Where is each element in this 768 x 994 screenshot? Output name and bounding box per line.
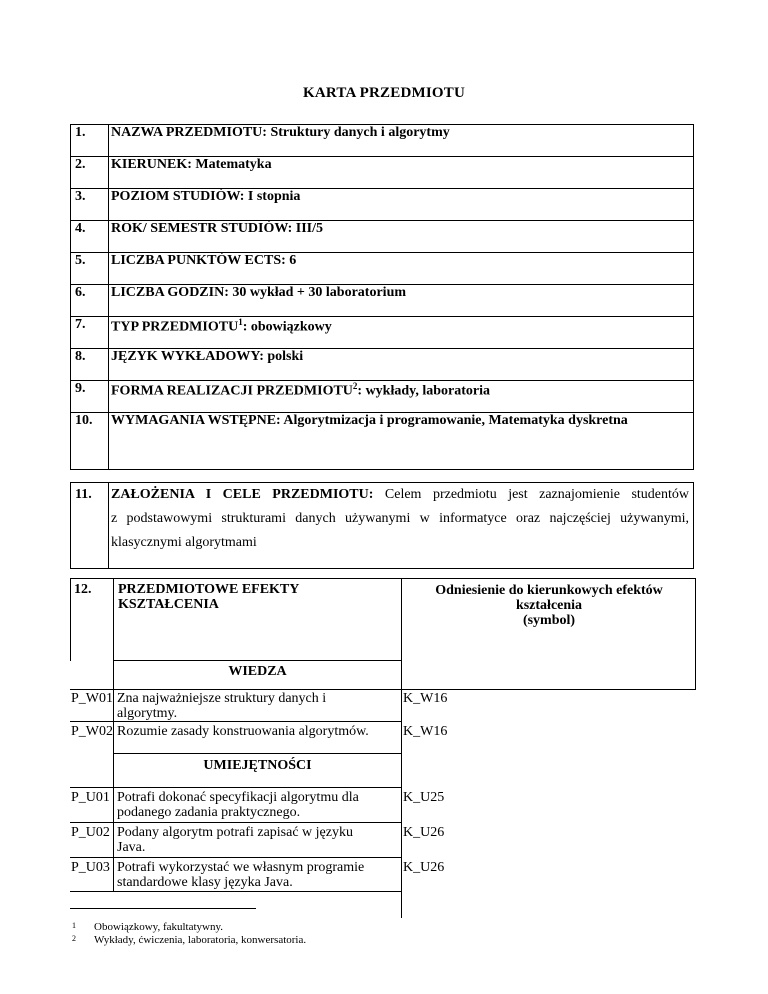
- outcome-code: P_U01: [71, 790, 110, 805]
- info-row: [70, 380, 694, 413]
- info-row: [70, 156, 694, 189]
- footnote-divider: [70, 908, 256, 909]
- section-number: 11.: [75, 487, 92, 502]
- row-content: TYP PRZEDMIOTU$^1$: obowiązkowy: [111, 317, 332, 335]
- row-number: 3.: [75, 189, 86, 204]
- wiedza-label: WIEDZA: [228, 664, 287, 679]
- outcome-code: P_W02: [71, 724, 113, 739]
- footnote-mark: 1: [72, 921, 76, 930]
- outcome-reference: K_W16: [403, 691, 448, 706]
- footnote-reference: 1: [238, 317, 243, 327]
- info-row: [70, 412, 694, 470]
- section-11-lead: ZAŁOŻENIA I CELE PRZEDMIOTU:: [111, 487, 374, 502]
- footnote-text: Wykłady, ćwiczenia, laboratoria, konwersatoria.: [94, 934, 307, 946]
- row-number: 1.: [75, 125, 86, 140]
- row-content: POZIOM STUDIÓW: I stopnia: [111, 189, 301, 204]
- outcome-code: P_U03: [71, 860, 110, 875]
- row-content: LICZBA GODZIN: 30 wykład + 30 laboratorium: [111, 285, 407, 300]
- footnote-text: Obowiązkowy, fakultatywny.: [94, 921, 224, 933]
- section-11-line-1: ZAŁOŻENIA I CELE PRZEDMIOTU: Celem przedmiotu jest zaznajomienie studentów: [111, 487, 690, 502]
- row-number: 10.: [75, 413, 93, 428]
- info-row: [70, 252, 694, 285]
- info-row: [70, 316, 694, 349]
- row-content: ROK/ SEMESTR STUDIÓW: III/5: [111, 221, 323, 236]
- outcome-code: P_W01: [71, 691, 113, 706]
- section-11-line-2: z podstawowymi strukturami danych używanymi w informatyce oraz najczęściej używanymi,: [111, 511, 689, 526]
- info-row: [70, 220, 694, 253]
- row-content: NAZWA PRZEDMIOTU: Struktury danych i algorytmy: [111, 125, 450, 140]
- info-row: [70, 188, 694, 221]
- outcome-reference: K_W16: [403, 724, 448, 739]
- row-number: 7.: [75, 317, 86, 332]
- header-learning-outcomes: PRZEDMIOTOWE EFEKTY KSZTAŁCENIA: [118, 582, 299, 612]
- info-row: [70, 124, 694, 157]
- outcome-description: Rozumie zasady konstruowania algorytmów.: [117, 724, 369, 739]
- row-number: 5.: [75, 253, 86, 268]
- info-row: [70, 348, 694, 381]
- row-content: FORMA REALIZACJI PRZEDMIOTU$^2$: wykłady, laboratoria: [111, 381, 491, 399]
- row-number: 9.: [75, 381, 86, 396]
- outcome-code: P_U02: [71, 825, 110, 840]
- outcome-reference: K_U26: [403, 825, 445, 840]
- umiejetnosci-label: UMIEJĘTNOŚCI: [203, 758, 312, 773]
- section-11-content: [111, 483, 689, 555]
- outcome-reference: K_U26: [403, 860, 445, 875]
- section-11-box: [70, 482, 694, 569]
- section-number: 12.: [74, 582, 92, 597]
- outcome-description: Potrafi wykorzystać we własnym programie standardowe klasy języka Java.: [117, 860, 365, 890]
- footnote-mark: 2: [72, 934, 76, 943]
- info-row: [70, 284, 694, 317]
- row-number: 2.: [75, 157, 86, 172]
- outcome-description: Zna najważniejsze struktury danych i algorytmy.: [117, 691, 327, 721]
- row-content: LICZBA PUNKTÓW ECTS: 6: [111, 253, 297, 268]
- outcome-reference: K_U25: [403, 790, 445, 805]
- row-number: 6.: [75, 285, 86, 300]
- row-content: KIERUNEK: Matematyka: [111, 157, 272, 172]
- outcome-description: Potrafi dokonać specyfikacji algorytmu dla podanego zadania praktycznego.: [117, 790, 359, 820]
- footnote-reference: 2: [352, 381, 358, 391]
- row-content: JĘZYK WYKŁADOWY: polski: [111, 349, 304, 364]
- row-number: 8.: [75, 349, 86, 364]
- header-reference: Odniesienie do kierunkowych efektów kształcenia (symbol): [435, 583, 663, 628]
- row-number: 4.: [75, 221, 86, 236]
- section-11-line-3: klasycznymi algorytmami: [111, 535, 257, 550]
- outcome-description: Podany algorytm potrafi zapisać w języku Java.: [117, 825, 353, 855]
- row-content: WYMAGANIA WSTĘPNE: Algorytmizacja i programowanie, Matematyka dyskretna: [111, 413, 628, 428]
- footnote: [72, 932, 76, 950]
- document-title: KARTA PRZEDMIOTU: [303, 85, 465, 101]
